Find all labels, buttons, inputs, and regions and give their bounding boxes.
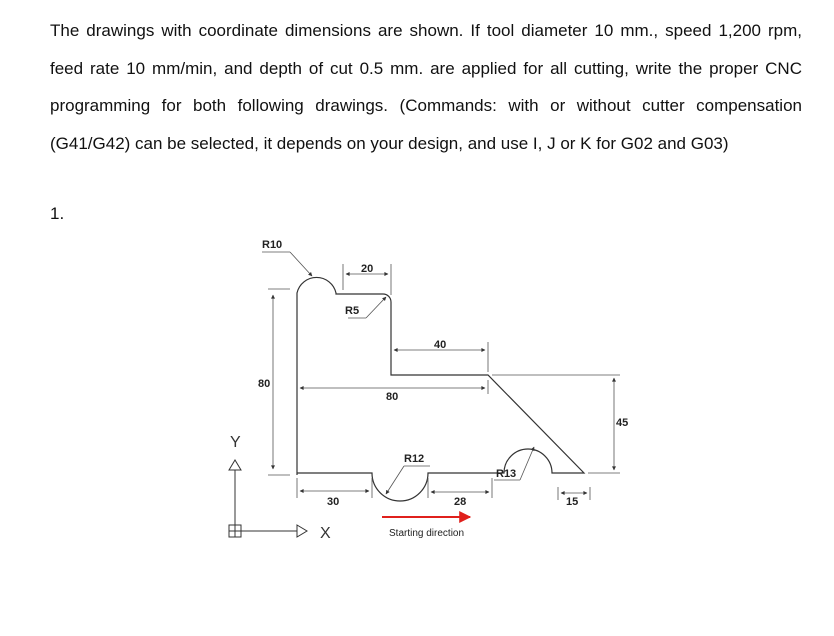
- dim-80-horizontal-label: 80: [386, 391, 399, 403]
- dim-28-label: 28: [454, 496, 467, 508]
- y-axis-label: Y: [230, 434, 241, 451]
- leader-r5: [366, 297, 386, 318]
- dim-80-vertical-label: 80: [258, 378, 271, 390]
- dimension-30: [297, 478, 372, 498]
- dim-r10-label: R10: [262, 239, 283, 251]
- dim-40-label: 40: [434, 339, 447, 351]
- x-axis-label: X: [320, 525, 331, 542]
- leader-r13: [520, 447, 534, 480]
- dim-r5-label: R5: [345, 305, 360, 317]
- dim-30-label: 30: [327, 496, 340, 508]
- question-text: The drawings with coordinate dimensions are shown. If tool diameter 10 mm., speed 1,200 rpm, feed rate 10 mm/min, and depth of cut 0.5 mm. are applied for all cutting, write the proper CNC programming for both following drawings. (Commands: with or without cutter compensation (G41/G42) can be selected, it depends on your design, and use I, J or K for G02 and G03): [50, 21, 802, 153]
- dim-45-label: 45: [616, 417, 629, 429]
- dim-r13-label: R13: [496, 468, 517, 480]
- dimension-80-vertical: [268, 289, 290, 475]
- dim-r12-label: R12: [404, 453, 425, 465]
- part-outline: [297, 277, 584, 501]
- starting-direction-label: Starting direction: [389, 528, 465, 539]
- dim-20-label: 20: [361, 263, 374, 275]
- dimension-45: [492, 375, 620, 473]
- dimension-28: [428, 478, 492, 498]
- leader-r10: [290, 252, 312, 276]
- dim-15-label: 15: [566, 496, 579, 508]
- leader-r12: [386, 466, 404, 494]
- question-number: 1.: [50, 204, 65, 223]
- coordinate-axes-icon: [229, 460, 307, 537]
